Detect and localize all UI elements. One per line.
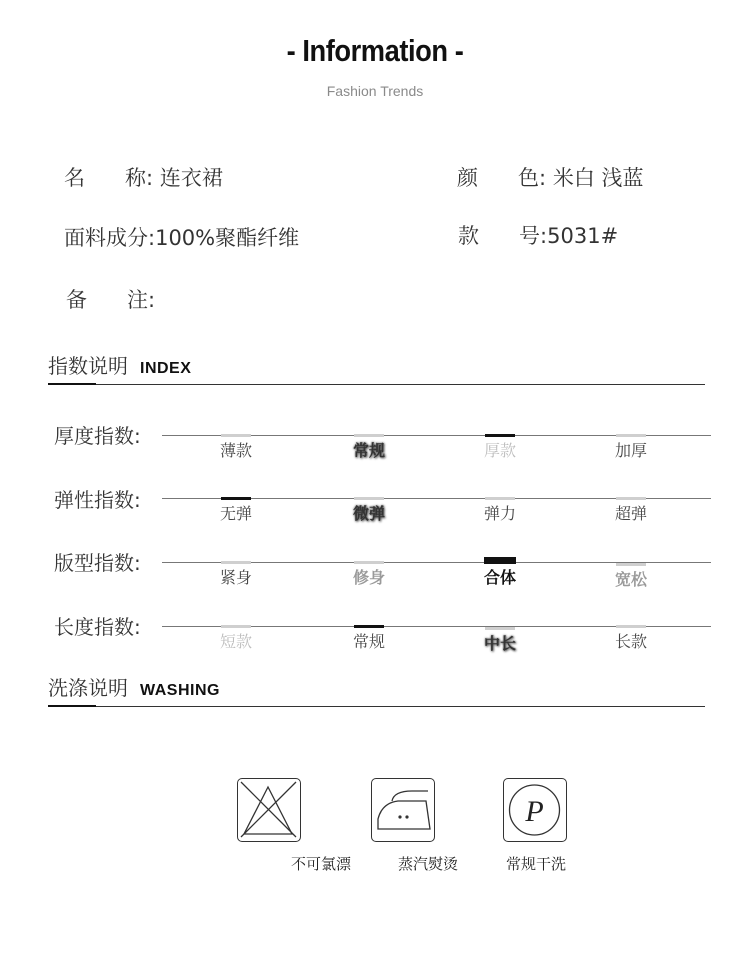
no-bleach-icon [237,778,301,842]
index-option: 紧身 [206,561,266,588]
washing-title-cn: 洗涤说明 [48,676,128,700]
index-option: 微弹 [339,497,399,524]
index-section-title [48,350,191,379]
washing-section-title [48,672,220,701]
info-name [64,162,223,192]
page-subtitle: Fashion Trends [326,83,424,99]
page-title: - Information - [286,33,464,68]
index-option: 宽松 [601,563,661,590]
index-divider [48,384,705,385]
info-style-number [458,220,618,250]
index-option: 超弹 [601,497,661,524]
info-color-label: 颜 色: [457,166,547,190]
washing-label: 蒸汽熨烫 [397,855,458,873]
info-name-label: 名 称: [64,166,154,190]
index-option-selected: 厚款 [470,434,530,461]
info-fabric [64,222,299,252]
info-color [457,162,644,192]
info-style-label: 款 号: [458,224,548,248]
index-title-en: INDEX [140,360,192,377]
info-fabric-value: 100%聚酯纤维 [155,226,300,250]
index-label: 厚度指数: [54,424,141,448]
index-divider-accent [48,383,96,385]
index-option: 修身 [339,561,399,588]
info-note [66,284,155,314]
svg-text:P: P [525,795,544,828]
index-option: 常规 [339,434,399,461]
info-style-value: 5031# [547,224,619,248]
index-option: 薄款 [206,434,266,461]
dry-clean-icon [503,778,567,842]
info-note-label: 备 注: [66,288,156,312]
washing-divider-accent [48,705,96,707]
info-name-value: 连衣裙 [153,166,223,190]
index-option-selected: 常规 [339,625,399,652]
info-color-value: 米白 浅蓝 [546,166,644,190]
steam-iron-icon [371,778,435,842]
index-label: 弹性指数: [54,488,141,512]
index-title-cn: 指数说明 [48,354,128,378]
index-option: 加厚 [601,434,661,461]
index-option: 短款 [206,625,266,652]
index-label: 长度指数: [54,615,141,639]
index-option: 中长 [470,627,530,654]
index-option: 弹力 [470,497,530,524]
washing-divider [48,706,705,707]
index-option-selected: 无弹 [206,497,266,524]
washing-label: 不可氯漂 [290,855,351,873]
index-option: 长款 [601,625,661,652]
washing-label: 常规干洗 [505,855,566,873]
index-label: 版型指数: [54,551,141,575]
washing-title-en: WASHING [140,682,220,699]
info-fabric-label: 面料成分: [64,226,156,250]
index-option-selected: 合体 [470,561,530,588]
